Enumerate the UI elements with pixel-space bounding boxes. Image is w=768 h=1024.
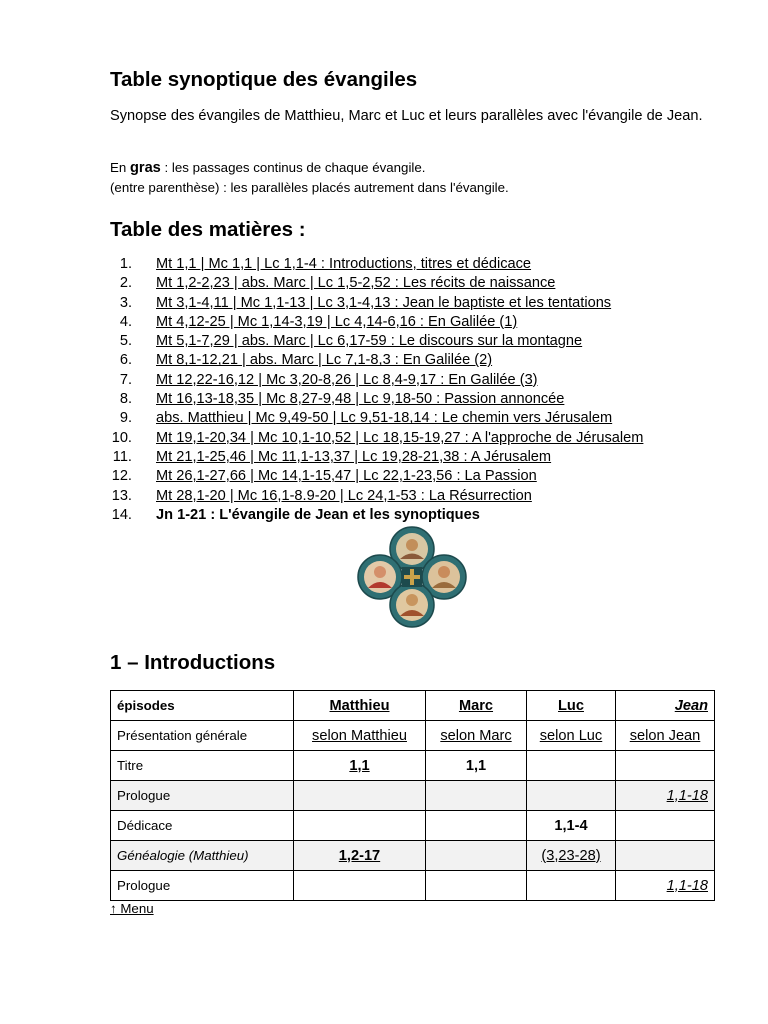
- toc-item: [110, 294, 714, 313]
- matthieu-ref-link[interactable]: 1,1: [294, 751, 426, 781]
- luc-ref-link[interactable]: (3,23-28): [527, 841, 616, 871]
- episode-cell: Prologue: [111, 871, 294, 901]
- toc-link[interactable]: Mt 21,1-25,46 | Mc 11,1-13,37 | Lc 19,28-21,38 : A Jérusalem: [156, 448, 552, 465]
- toc-item: [110, 332, 714, 351]
- toc-link[interactable]: Mt 12,22-16,12 | Mc 3,20-8,26 | Lc 8,4-9,17 : En Galilée (3): [156, 371, 538, 388]
- section-heading: 1 – Introductions: [110, 651, 276, 674]
- toc-link[interactable]: Mt 5,1-7,29 | abs. Marc | Lc 6,17-59 : Le discours sur la montagne: [156, 333, 583, 350]
- toc-item: [110, 390, 714, 409]
- toc-item: [110, 467, 714, 486]
- marc-ref: [426, 811, 527, 841]
- header-luc-link[interactable]: Luc: [527, 691, 616, 721]
- toc-item-number: 10.: [111, 429, 132, 446]
- marc-ref: [426, 841, 527, 871]
- marc-ref: [426, 781, 527, 811]
- luc-ref: [527, 871, 616, 901]
- toc-link[interactable]: abs. Matthieu | Mc 9,49-50 | Lc 9,51-18,14 : Le chemin vers Jérusalem: [156, 410, 613, 427]
- matthieu-ref-link[interactable]: selon Matthieu: [294, 721, 426, 751]
- toc-item-number: 9.: [119, 410, 132, 427]
- table-row: [111, 841, 715, 871]
- medallion-center-cross: [402, 567, 422, 587]
- legend-bold-word: gras: [129, 160, 161, 176]
- matthieu-ref: [294, 871, 426, 901]
- toc-item-number: 3.: [119, 294, 132, 311]
- episode-cell: Titre: [111, 751, 294, 781]
- episode-cell: Prologue: [111, 781, 294, 811]
- jean-ref-link[interactable]: 1,1-18: [616, 871, 715, 901]
- luc-ref-link[interactable]: selon Luc: [527, 721, 616, 751]
- toc-item: [110, 448, 714, 467]
- toc-item-number: 6.: [119, 352, 132, 369]
- jean-ref-link[interactable]: 1,1-18: [616, 781, 715, 811]
- matthieu-ref-link[interactable]: 1,2-17: [294, 841, 426, 871]
- table-row: [111, 781, 715, 811]
- toc-link[interactable]: Mt 1,2-2,23 | abs. Marc | Lc 1,5-2,52 : Les récits de naissance: [156, 275, 556, 292]
- toc-item: [110, 351, 714, 370]
- toc-item: [110, 371, 714, 390]
- synoptic-table: [110, 690, 715, 901]
- toc-item-number: 5.: [119, 333, 132, 350]
- evangelists-medallion-image: [357, 526, 467, 628]
- toc-item-number: 11.: [112, 448, 132, 465]
- toc-link[interactable]: Mt 8,1-12,21 | abs. Marc | Lc 7,1-8,3 : En Galilée (2): [156, 352, 493, 369]
- toc-item-number: 8.: [119, 391, 132, 408]
- table-of-contents: [110, 255, 714, 525]
- jean-ref: [616, 811, 715, 841]
- toc-item-number: 14.: [111, 506, 132, 523]
- legend: [110, 158, 509, 197]
- episode-cell: Présentation générale: [111, 721, 294, 751]
- marc-ref-link[interactable]: selon Marc: [426, 721, 527, 751]
- toc-item: [110, 429, 714, 448]
- marc-ref: 1,1: [426, 751, 527, 781]
- toc-item: [110, 487, 714, 506]
- intro-paragraph: Synopse des évangiles de Matthieu, Marc et Luc et leurs parallèles avec l'évangile de Jean.: [110, 108, 703, 124]
- toc-link[interactable]: Mt 26,1-27,66 | Mc 14,1-15,47 | Lc 22,1-23,56 : La Passion: [156, 468, 537, 485]
- jean-ref: [616, 751, 715, 781]
- table-row: [111, 751, 715, 781]
- episode-cell: Généalogie (Matthieu): [111, 841, 294, 871]
- jean-ref: [616, 841, 715, 871]
- toc-item-number: 4.: [119, 313, 132, 330]
- toc-item: [110, 274, 714, 293]
- table-row: [111, 811, 715, 841]
- toc-item-number: 2.: [119, 275, 132, 292]
- toc-link[interactable]: Mt 19,1-20,34 | Mc 10,1-10,52 | Lc 18,15-19,27 : A l'approche de Jérusalem: [156, 429, 644, 446]
- toc-link[interactable]: Mt 4,12-25 | Mc 1,14-3,19 | Lc 4,14-6,16 : En Galilée (1): [156, 313, 518, 330]
- matthieu-ref: [294, 781, 426, 811]
- header-jean-link[interactable]: Jean: [616, 691, 715, 721]
- toc-item-number: 12.: [111, 468, 132, 485]
- luc-ref: [527, 781, 616, 811]
- toc-item-number: 1.: [119, 256, 132, 272]
- legend-prefix: En: [110, 160, 127, 175]
- header-episodes: épisodes: [111, 691, 294, 721]
- luc-ref: [527, 751, 616, 781]
- toc-item: [110, 255, 714, 274]
- page-title: Table synoptique des évangiles: [110, 68, 418, 91]
- back-to-menu-link[interactable]: ↑ Menu: [110, 901, 154, 916]
- toc-link[interactable]: Mt 1,1 | Mc 1,1 | Lc 1,1-4 : Introductions, titres et dédicace: [156, 256, 532, 272]
- toc-item-number: 13.: [111, 487, 132, 504]
- legend-line2-text: (entre parenthèse) : les parallèles placés autrement dans l'évangile.: [110, 180, 509, 195]
- episode-cell: Dédicace: [111, 811, 294, 841]
- marc-ref: [426, 871, 527, 901]
- header-marc-link[interactable]: Marc: [426, 691, 527, 721]
- jean-ref-link[interactable]: selon Jean: [616, 721, 715, 751]
- toc-item-number: 7.: [119, 371, 132, 388]
- toc-heading: Table des matières :: [110, 218, 306, 241]
- header-matthieu-link[interactable]: Matthieu: [294, 691, 426, 721]
- matthieu-ref: [294, 811, 426, 841]
- toc-item: [110, 409, 714, 428]
- luc-ref: 1,1-4: [527, 811, 616, 841]
- legend-line1-text: : les passages continus de chaque évangile.: [164, 160, 426, 175]
- toc-link[interactable]: Mt 28,1-20 | Mc 16,1-8.9-20 | Lc 24,1-53 : La Résurrection: [156, 487, 532, 504]
- toc-link[interactable]: Mt 3,1-4,11 | Mc 1,1-13 | Lc 3,1-4,13 : Jean le baptiste et les tentations: [156, 294, 612, 311]
- medallion-bottom-circle: [390, 583, 434, 627]
- toc-link[interactable]: Mt 16,13-18,35 | Mc 8,27-9,48 | Lc 9,18-50 : Passion annoncée: [156, 391, 565, 408]
- toc-item: [110, 506, 714, 525]
- toc-item-current: Jn 1-21 : L'évangile de Jean et les synoptiques: [156, 506, 480, 523]
- table-row: [111, 721, 715, 751]
- table-header-row: [111, 691, 715, 721]
- table-row: [111, 871, 715, 901]
- toc-item: [110, 313, 714, 332]
